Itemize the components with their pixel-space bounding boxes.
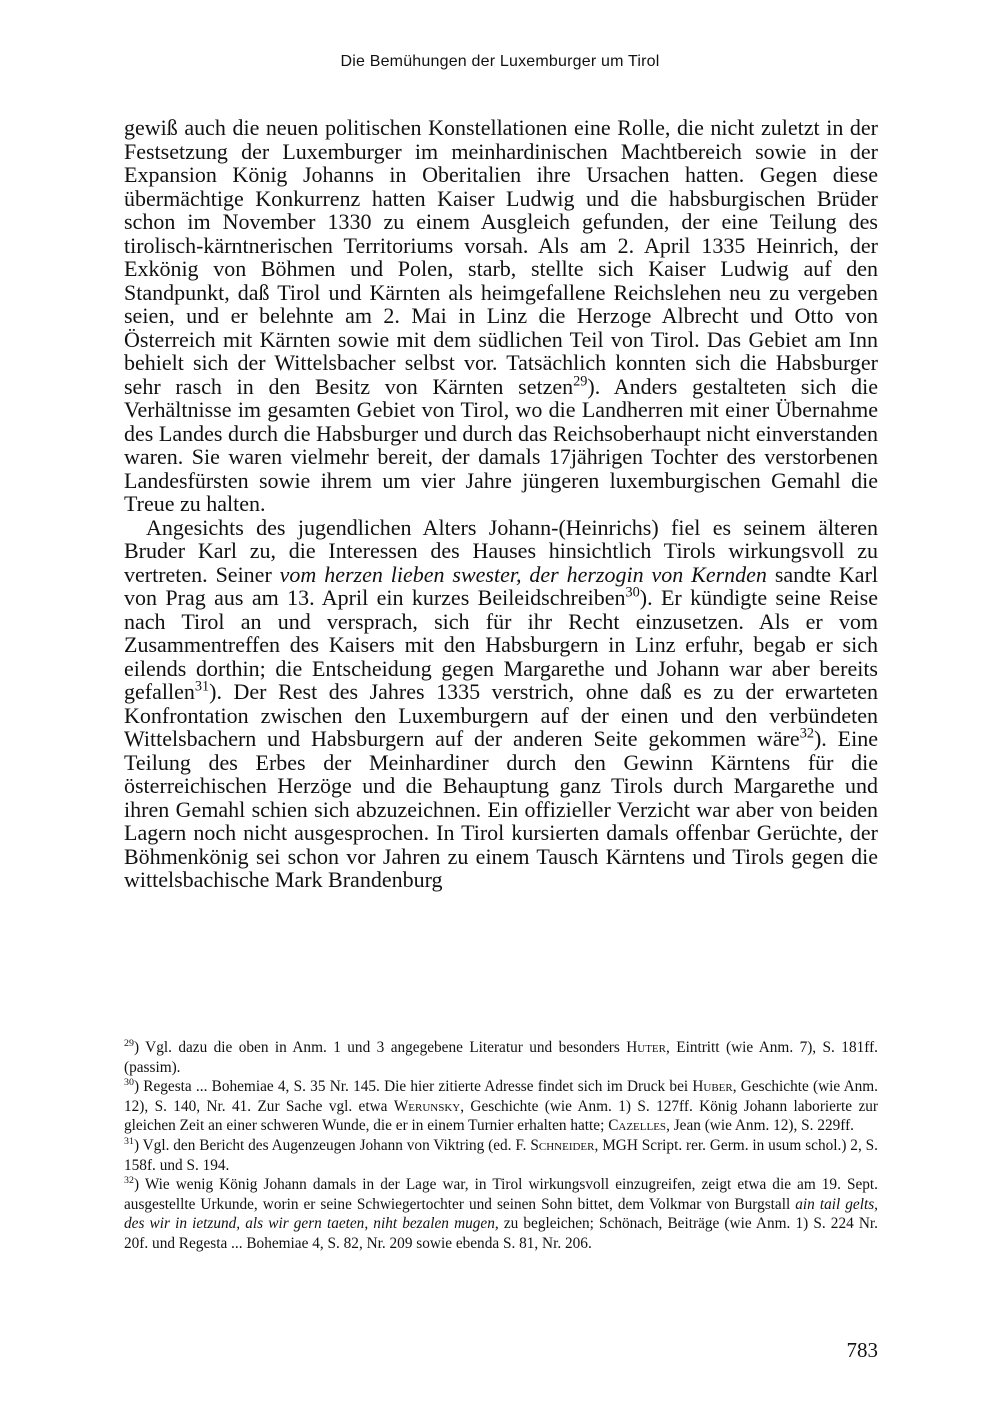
paragraph <box>124 116 878 516</box>
author-name: Cazelles <box>608 1117 667 1135</box>
footnote <box>124 1136 878 1175</box>
footnote <box>124 1038 878 1077</box>
footnote-ref: 30 <box>625 584 640 601</box>
quotation: ain tail gelts, des wir in ietzund, als wir gern taeten, niht bezalen mugen, <box>124 1195 878 1233</box>
text-run: ) Vgl. dazu die oben in Anm. 1 und 3 angegebene Literatur und besonders <box>133 1039 627 1056</box>
author-name: Schneider <box>530 1136 595 1154</box>
text-run: sandte Karl von Prag aus am 13. April ein kurzes Beileidschreiben <box>124 561 879 610</box>
footnote <box>124 1077 878 1136</box>
footnote-number: 32 <box>124 1175 134 1187</box>
text-run: ). Anders gestalteten sich die Verhältnisse im gesamten Gebiet von Tirol, wo die Landherren mit einer Übernahme des Landes durch die Habsburger und durch das Reichsoberhaupt nicht einverstanden waren. Sie waren vielmehr bereit, der damals 17jährigen Tochter des verstorbenen Landesfürsten sowie ihrem um vier Jahre jüngeren luxemburgischen Gemahl die Treue zu halten. <box>124 373 878 516</box>
footnote-number: 30 <box>124 1077 134 1089</box>
footnote-ref: 31 <box>194 678 210 695</box>
text-run: zu begleichen; Schönach, Beiträge (wie Anm. 1) S. 224 Nr. 20f. und Regesta ... Bohemiae 4, S. 82, Nr. 209 sowie ebenda S. 81, Nr. 206. <box>124 1215 879 1252</box>
text-run: , MGH Script. rer. Germ. in usum schol.) 2, S. 158f. und S. 194. <box>124 1136 878 1174</box>
quotation: vom herzen lieben swester, der herzogin von Kernden <box>279 561 767 587</box>
footnote <box>124 1175 878 1253</box>
footnote-number: 29 <box>124 1037 134 1049</box>
text-run: gewiß auch die neuen politischen Konstellationen eine Rolle, die nicht zuletzt in der Festsetzung der Luxemburger im meinhardinischen Machtbereich sowie in der Expansion König Johanns in Oberitalien ihre Ursachen hatten. Gegen diese übermächtige Konkurrenz hatten Kaiser Ludwig und die habsburgischen Brüder schon im November 1330 zu einem Ausgleich gefunden, der eine Teilung des tirolisch-kärntnerischen Territoriums vorsah. Als am 2. April 1335 Heinrich, der Exkönig von Böhmen und Polen, starb, stellte sich Kaiser Ludwig auf den Standpunkt, daß Tirol und Kärnten als heimgefallene Reichslehen neu zu vergeben seien, und er belehnte am 2. Mai in Linz die Herzoge Albrecht und Otto von Österreich mit Kärnten sowie mit dem südlichen Teil von Tirol. Das Gebiet am Inn behielt sich der Wittelsbacher selbst vor. Tatsächlich konnten sich die Habsburger sehr rasch in den Besitz von Kärnten setzen <box>124 115 878 399</box>
text-run: ). Er kündigte seine Reise nach Tirol an und versprach, sich für ihr Recht einzusetzen. Als er vom Zusammentreffen des Kaisers mit den Habsburgern in Linz erfuhr, begab er sich eilends dorthin; die Entscheidung gegen Margarethe und Johann war aber bereits gefallen <box>124 585 878 704</box>
author-name: Huber <box>692 1078 733 1096</box>
running-head: Die Bemühungen der Luxemburger um Tirol <box>340 53 660 70</box>
paragraph <box>124 516 878 892</box>
text-run: , Geschichte (wie Anm. 12), S. 140, Nr. 41. Zur Sache vgl. etwa <box>124 1078 878 1115</box>
text-run: , Jean (wie Anm. 12), S. 229ff. <box>666 1117 854 1135</box>
footnotes <box>124 1038 878 1254</box>
footnote-number: 31 <box>124 1135 134 1147</box>
author-name: Huter <box>626 1039 666 1056</box>
text-run: , Eintritt (wie Anm. 7), S. 181ff. (passim). <box>124 1039 878 1076</box>
text-run: ). Der Rest des Jahres 1335 verstrich, ohne daß es zu der erwarteten Konfrontation zwischen den Luxemburgern auf der einen und den verbündeten Wittelsbachern und Habsburgern auf der anderen Seite gekommen wäre <box>124 679 878 751</box>
text-run: ) Wie wenig König Johann damals in der Lage war, in Tirol wirkungsvoll einzugreifen, zeigt etwa die am 19. Sept. ausgestellte Urkunde, worin er seine Schwiegertochter und seinen Sohn bittet, dem Volkmar von Burgstall <box>124 1176 878 1213</box>
text-run: , Geschichte (wie Anm. 1) S. 127ff. König Johann laborierte zur gleichen Zeit an einer schweren Wunde, die er in einem Turnier erhalten hatte; <box>124 1097 878 1135</box>
text-run: ). Eine Teilung des Erbes der Meinhardiner durch den Gewinn Kärntens für die österreichischen Herzöge und die Behauptung ganz Tirols durch Margarethe und ihren Gemahl schien sich abzuzeichnen. Ein offizieller Verzicht war aber von beiden Lagern noch nicht ausgesprochen. In Tirol kursierten damals offenbar Gerüchte, der Böhmenkönig sei schon vor Jahren zu einem Tausch Kärntens und Tirols gegen die wittelsbachische Mark Brandenburg <box>124 726 878 892</box>
page-number: 783 <box>846 1338 878 1362</box>
author-name: Werunsky <box>393 1097 461 1115</box>
text-run: ) Regesta ... Bohemiae 4, S. 35 Nr. 145. Die hier zitierte Adresse findet sich im Druck bei <box>133 1078 693 1096</box>
text-run: Angesichts des jugendlichen Alters Johann-(Heinrichs) fiel es seinem älteren Bruder Karl zu, die Interessen des Hauses hinsichtlich Tirols wirkungsvoll zu vertreten. Seiner <box>124 514 878 587</box>
footnote-ref: 29 <box>573 373 588 390</box>
text-run: ) Vgl. den Bericht des Augenzeugen Johann von Viktring (ed. F. <box>133 1136 531 1154</box>
main-text <box>124 116 878 892</box>
footnote-ref: 32 <box>799 725 814 742</box>
